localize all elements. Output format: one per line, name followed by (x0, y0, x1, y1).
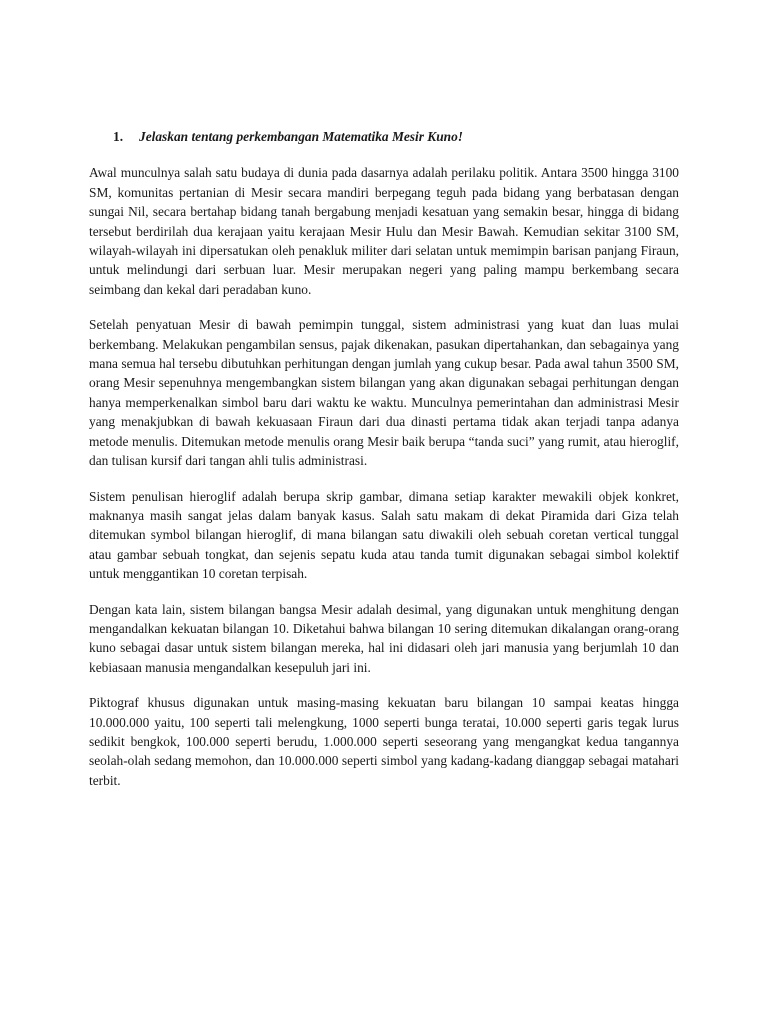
question-text: Jelaskan tentang perkembangan Matematika Mesir Kuno! (139, 129, 464, 144)
document-body (89, 127, 679, 806)
paragraph-5: Piktograf khusus digunakan untuk masing-masing kekuatan baru bilangan 10 sampai keatas hingga 10.000.000 yaitu, 100 seperti tali melengkung, 1000 seperti bunga teratai, 10.000 seperti garis tegak lurus sedikit bengkok, 100.000 seperti berudu, 1.000.000 seperti seseorang yang mengangkat kedua tangannya seolah-olah sedang memohon, dan 10.000.000 seperti simbol yang kadang-kadang dianggap sebagai matahari terbit. (89, 695, 679, 788)
paragraph-2: Setelah penyatuan Mesir di bawah pemimpin tunggal, sistem administrasi yang kuat dan luas mulai berkembang. Melakukan pengambilan sensus, pajak dikenakan, pasukan dipertahankan, dan sebagainya yang mana semua hal tersebu dibutuhkan perhitungan dengan jumlah yang cukup besar. Pada awal tahun 3500 SM, orang Mesir sepenuhnya mengembangkan sistem bilangan yang akan digunakan sebagai perhitungan dengan hanya memperkenalkan simbol baru dari waktu ke waktu. Munculnya pemerintahan dan administrasi Mesir yang menakjubkan di bawah kekuasaan Firaun dari dua dinasti pertama tidak akan terjadi tanpa adanya metode menulis. Ditemukan metode menulis orang Mesir baik berupa “tanda suci” yang rumit, atau hieroglif, dan tulisan kursif dari tangan ahli tulis administrasi. (89, 317, 679, 469)
paragraph-4: Dengan kata lain, sistem bilangan bangsa Mesir adalah desimal, yang digunakan untuk menghitung dengan mengandalkan kekuatan bilangan 10. Diketahui bahwa bilangan 10 sering ditemukan dikalangan orang-orang kuno sebagai dasar untuk sistem bilangan mereka, hal ini didasari oleh jari manusia yang berjumlah 10 dan kebiasaan manusia mengandalkan kesepuluh jari ini. (89, 601, 679, 675)
question-number: 1. (113, 129, 124, 144)
paragraph-1: Awal munculnya salah satu budaya di dunia pada dasarnya adalah perilaku politik. Antara 3500 hingga 3100 SM, komunitas pertanian di Mesir secara mandiri berpegang teguh pada bidang yang berbatasan dengan sungai Nil, secara bertahap bidang tanah bergabung menjadi kesatuan yang semakin besar, hingga di bidang tersebut berdirilah dua kerajaan yaitu kerajaan Mesir Hulu dan Mesir Bawah. Kemudian sekitar 3100 SM, wilayah-wilayah ini dipersatukan oleh penakluk militer dari selatan untuk memimpin barisan panjang Firaun, untuk melindungi dari serbuan luar. Mesir merupakan negeri yang paling mampu berkembang secara seimbang dan kekal dari peradaban kuno. (89, 165, 679, 297)
paragraph-3: Sistem penulisan hieroglif adalah berupa skrip gambar, dimana setiap karakter mewakili objek konkret, maknanya masih sangat jelas dalam banyak kasus. Salah satu makam di dekat Piramida dari Giza telah ditemukan symbol bilangan hieroglif, di mana bilangan satu diwakili oleh sebuah coretan vertical tunggal atau gambar sebuah tongkat, dan sejenis sepatu kuda atau tanda tumit digunakan sebagai simbol kolektif untuk menggantikan 10 coretan terpisah. (89, 488, 679, 582)
question-heading (89, 127, 679, 146)
